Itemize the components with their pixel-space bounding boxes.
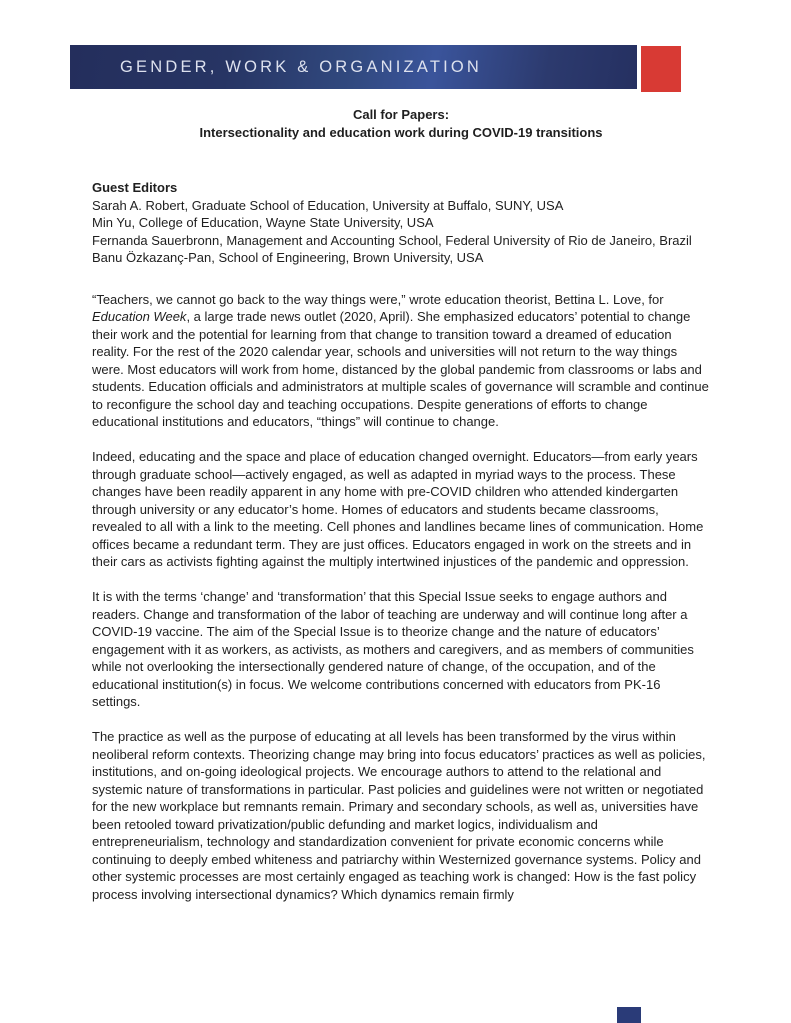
guest-editor-line: Min Yu, College of Education, Wayne State University, USA — [92, 215, 434, 230]
journal-header — [70, 45, 681, 92]
paragraph-1-italic-title: Education Week — [92, 309, 187, 324]
paragraph-3: It is with the terms ‘change’ and ‘transformation’ that this Special Issue seeks to engage authors and readers. Change and transformation of the labor of teaching are underway and will continue long after a COVID-19 vaccine. The aim of the Special Issue is to theorize change and the nature of educators’ engagement with it as workers, as activists, as mothers and caregivers, and as members of communities while not overlooking the intersectionally gendered nature of change, of the occupation, and of the educational institution(s) in focus. We welcome contributions concerned with educators from PK-16 settings. — [92, 589, 694, 709]
guest-editors-section — [92, 179, 710, 267]
paragraph-2: Indeed, educating and the space and place of education changed overnight. Educators—from early years through graduate school—actively engaged, as well as adapted in myriad ways to the process. These changes have been readily apparent in any home with pre-COVID children who attended kindergarten through university or any educator’s home. Homes of educators and students became classrooms, revealed to all with a link to the meeting. Cell phones and landlines became lines of communication. Home offices became a redundant term. They are just offices. Educators engaged in work on the streets and in their cars as activists fighting against the multiply intertwined injustices of the pandemic and oppression. — [92, 449, 704, 569]
document-content — [92, 106, 710, 903]
paragraph-4: The practice as well as the purpose of educating at all levels has been transformed by the virus within neoliberal reform contexts. Theorizing change may bring into focus educators’ practices as well as policies, institutions, and on-going ideological projects. We encourage authors to attend to the relational and systemic nature of transformations in particular. Past policies and guidelines were not written or negotiated for the new workplace but remnants remain. Primary and secondary schools, as well as, universities have been retooled toward privatization/public defunding and market logics, individualism and entrepreneurialism, technology and standardization convenient for private economic concerns while continuing to deeply embed whiteness and patriarchy within Westernized governance systems. Policy and other systemic processes are most certainly engaged as teaching work is changed: How is the fast policy process involving intersectional dynamics? Which dynamics remain firmly — [92, 729, 706, 902]
title-line2: Intersectionality and education work during COVID-19 transitions — [199, 124, 603, 140]
next-page-banner-sliver — [617, 1007, 641, 1023]
guest-editor-line: Banu Özkazanç-Pan, School of Engineering, Brown University, USA — [92, 250, 484, 265]
title-line1: Call for Papers: — [352, 107, 450, 122]
guest-editor-line: Sarah A. Robert, Graduate School of Education, University at Buffalo, SUNY, USA — [92, 197, 564, 213]
red-accent-square — [641, 46, 681, 92]
journal-name: GENDER, WORK & ORGANIZATION — [120, 57, 483, 76]
paragraph-1-rest: , a large trade news outlet (2020, April). She emphasized educators’ potential to change their work and the potential for learning from that change to transition toward a dreamed of education reality. For the rest of the 2020 calendar year, schools and universities will not return to the way things were. Most educators will work from home, distanced by the global pandemic from classrooms or labs and students. Education officials and administrators at multiple scales of governance will scramble and continue to reconfigure the school day and teaching occupations. Despite generations of efforts to change educational institutions and educators, “things” will continue to change. — [92, 309, 709, 429]
paragraph-1 — [92, 291, 710, 431]
journal-banner — [70, 45, 637, 89]
guest-editor-line: Fernanda Sauerbronn, Management and Accounting School, Federal University of Rio de Janeiro, Brazil — [92, 232, 692, 248]
guest-editors-heading: Guest Editors — [92, 180, 178, 195]
document-title — [92, 106, 710, 141]
paragraph-1-lead: “Teachers, we cannot go back to the way things were,” wrote education theorist, Bettina L. Love, for — [92, 291, 664, 307]
